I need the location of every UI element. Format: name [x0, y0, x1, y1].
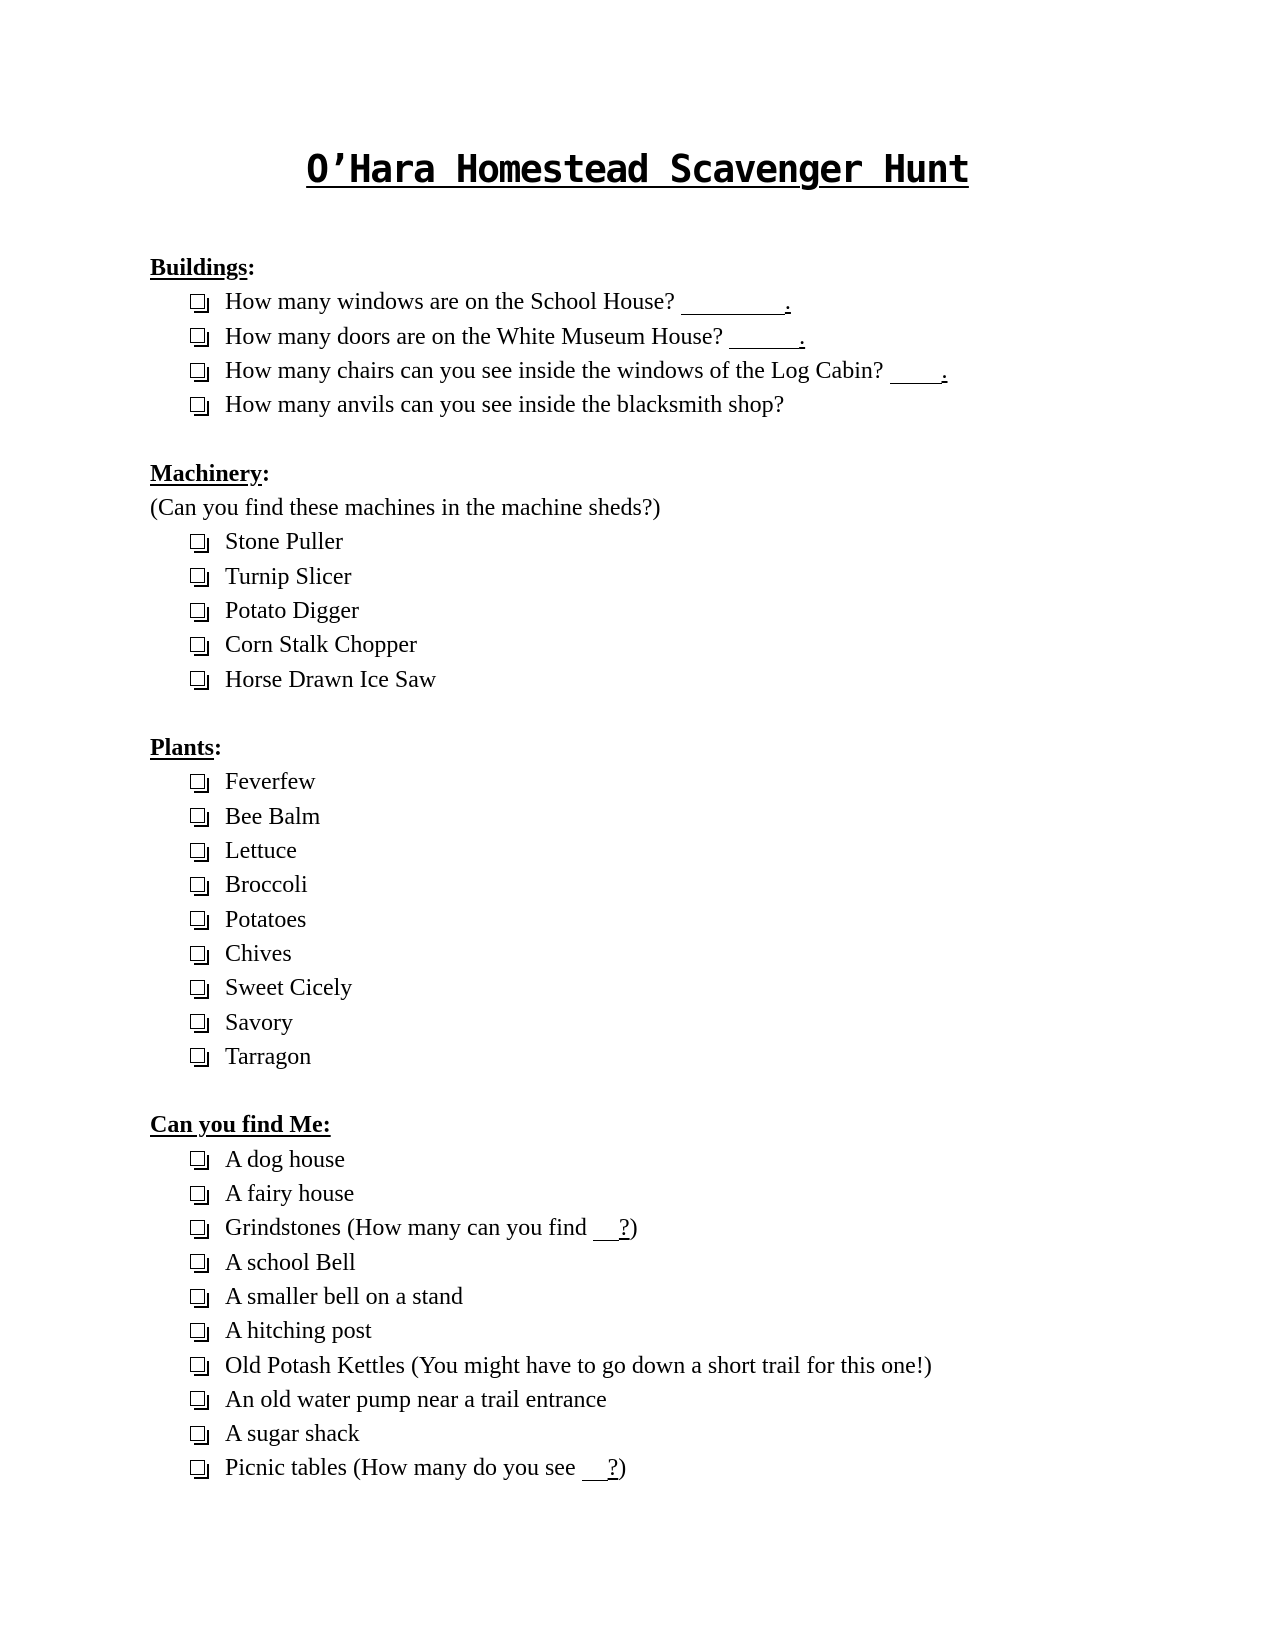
checkbox-icon[interactable] [190, 1220, 205, 1235]
checklist-item[interactable] [190, 868, 1200, 902]
item-text: How many anvils can you see inside the blacksmith shop? [225, 392, 785, 419]
item-text: A dog house [225, 1146, 345, 1173]
blank-end: ? [607, 1455, 619, 1482]
checklist-item[interactable] [190, 834, 1200, 868]
checkbox-icon[interactable] [190, 294, 205, 309]
item-text: Horse Drawn Ice Saw [225, 666, 437, 693]
checkbox-icon[interactable] [190, 1426, 205, 1441]
item-text: A smaller bell on a stand [225, 1283, 463, 1310]
checkbox-icon[interactable] [190, 1014, 205, 1029]
checkbox-icon[interactable] [190, 328, 205, 343]
checklist-item[interactable] [190, 800, 1200, 834]
item-text: Sweet Cicely [225, 975, 353, 1002]
checklist-item[interactable] [190, 1451, 1200, 1485]
item-text: A school Bell [225, 1249, 356, 1276]
checkbox-icon[interactable] [190, 946, 205, 961]
checklist-item[interactable] [190, 1006, 1200, 1040]
section-heading-label: Machinery [150, 460, 262, 487]
blank-end: ? [618, 1215, 630, 1242]
checklist-item[interactable] [190, 594, 1200, 628]
checklist-item[interactable] [190, 388, 1200, 422]
section-heading [150, 251, 1200, 285]
item-text: Old Potash Kettles (You might have to go down a short trail for this one!) [225, 1352, 932, 1379]
checklist-item[interactable] [190, 937, 1200, 971]
item-text: How many windows are on the School House? [225, 289, 675, 316]
item-text: Potato Digger [225, 597, 359, 624]
checklist-item[interactable] [190, 1314, 1200, 1348]
checklist-item[interactable] [190, 560, 1200, 594]
section-buildings [150, 251, 1200, 422]
item-text: Savory [225, 1009, 293, 1036]
checkbox-icon[interactable] [190, 1323, 205, 1338]
checklist-item[interactable] [190, 628, 1200, 662]
checkbox-icon[interactable] [190, 1048, 205, 1063]
item-text: A hitching post [225, 1318, 372, 1345]
checklist-item[interactable] [190, 1417, 1200, 1451]
checkbox-icon[interactable] [190, 568, 205, 583]
item-text: Grindstones (How many can you find [225, 1215, 593, 1242]
heading-colon: : [261, 460, 270, 487]
checklist-item[interactable] [190, 1383, 1200, 1417]
checklist [150, 525, 1200, 696]
heading-colon: : [214, 735, 223, 762]
checklist [150, 765, 1200, 1074]
item-text-end: ) [629, 1215, 638, 1242]
heading-colon: : [247, 255, 256, 281]
checkbox-icon[interactable] [190, 397, 205, 412]
checkbox-icon[interactable] [190, 1289, 205, 1304]
section-heading-label: Can you find Me: [150, 1112, 331, 1139]
section-machinery [150, 457, 1200, 697]
section-heading [150, 1108, 1200, 1142]
section-heading-label: Plants [150, 735, 215, 762]
checkbox-icon[interactable] [190, 1186, 205, 1201]
section-note: (Can you find these machines in the machine sheds?) [150, 495, 661, 522]
checklist-item[interactable] [190, 1280, 1200, 1314]
checkbox-icon[interactable] [190, 671, 205, 686]
item-text: Stone Puller [225, 529, 343, 556]
section-heading [150, 457, 1200, 491]
answer-blank[interactable] [582, 1458, 608, 1481]
item-text: Lettuce [225, 838, 297, 865]
checkbox-icon[interactable] [190, 603, 205, 618]
item-text: An old water pump near a trail entrance [225, 1386, 607, 1413]
checklist-item[interactable] [190, 765, 1200, 799]
checkbox-icon[interactable] [190, 637, 205, 652]
checkbox-icon[interactable] [190, 1151, 205, 1166]
checklist-item[interactable] [190, 525, 1200, 559]
item-text: Feverfew [225, 769, 316, 796]
checklist [150, 285, 1200, 422]
item-text: Bee Balm [225, 803, 321, 830]
blank-end: . [941, 357, 948, 384]
item-text-end: ) [618, 1455, 627, 1482]
checkbox-icon[interactable] [190, 774, 205, 789]
checklist-item[interactable] [190, 971, 1200, 1005]
item-text: A fairy house [225, 1181, 355, 1208]
answer-blank[interactable] [729, 326, 799, 349]
checklist-item[interactable] [190, 354, 1200, 388]
item-text: How many doors are on the White Museum House? [225, 323, 724, 350]
checkbox-icon[interactable] [190, 1460, 205, 1475]
checklist-item[interactable] [190, 903, 1200, 937]
checklist-item[interactable] [190, 1349, 1200, 1383]
item-text: Picnic tables (How many do you see [225, 1455, 582, 1482]
checkbox-icon[interactable] [190, 980, 205, 995]
checklist-item[interactable] [190, 1143, 1200, 1177]
checkbox-icon[interactable] [190, 1254, 205, 1269]
answer-blank[interactable] [681, 292, 785, 315]
checkbox-icon[interactable] [190, 808, 205, 823]
checklist-item[interactable] [190, 320, 1200, 354]
item-text: Chives [225, 940, 292, 967]
answer-blank[interactable] [890, 361, 942, 384]
section-heading-label: Buildings [150, 255, 248, 281]
blank-end: . [784, 289, 791, 316]
answer-blank[interactable] [593, 1218, 619, 1241]
checkbox-icon[interactable] [190, 843, 205, 858]
item-text: A sugar shack [225, 1421, 360, 1448]
item-text: Turnip Slicer [225, 563, 352, 590]
blank-end: . [799, 323, 806, 350]
item-text: Tarragon [225, 1043, 312, 1070]
checklist-item[interactable] [190, 1211, 1200, 1245]
section-plants [150, 731, 1200, 1074]
checklist-item[interactable] [190, 1246, 1200, 1280]
worksheet-content [150, 251, 1200, 1486]
item-text: Potatoes [225, 906, 307, 933]
checkbox-icon[interactable] [190, 534, 205, 549]
item-text: Broccoli [225, 872, 308, 899]
checklist-item[interactable] [190, 1040, 1200, 1074]
checklist-item[interactable] [190, 1177, 1200, 1211]
page-title: O’Hara Homestead Scavenger Hunt [306, 147, 969, 191]
checkbox-icon[interactable] [190, 911, 205, 926]
checkbox-icon[interactable] [190, 363, 205, 378]
section-heading [150, 731, 1200, 765]
checkbox-icon[interactable] [190, 877, 205, 892]
checklist-item[interactable] [190, 285, 1200, 319]
checkbox-icon[interactable] [190, 1357, 205, 1372]
item-text: Corn Stalk Chopper [225, 632, 417, 659]
checkbox-icon[interactable] [190, 1391, 205, 1406]
section-find-me [150, 1108, 1200, 1485]
checklist-item[interactable] [190, 663, 1200, 697]
item-text: How many chairs can you see inside the windows of the Log Cabin? [225, 357, 884, 384]
checklist [150, 1143, 1200, 1486]
